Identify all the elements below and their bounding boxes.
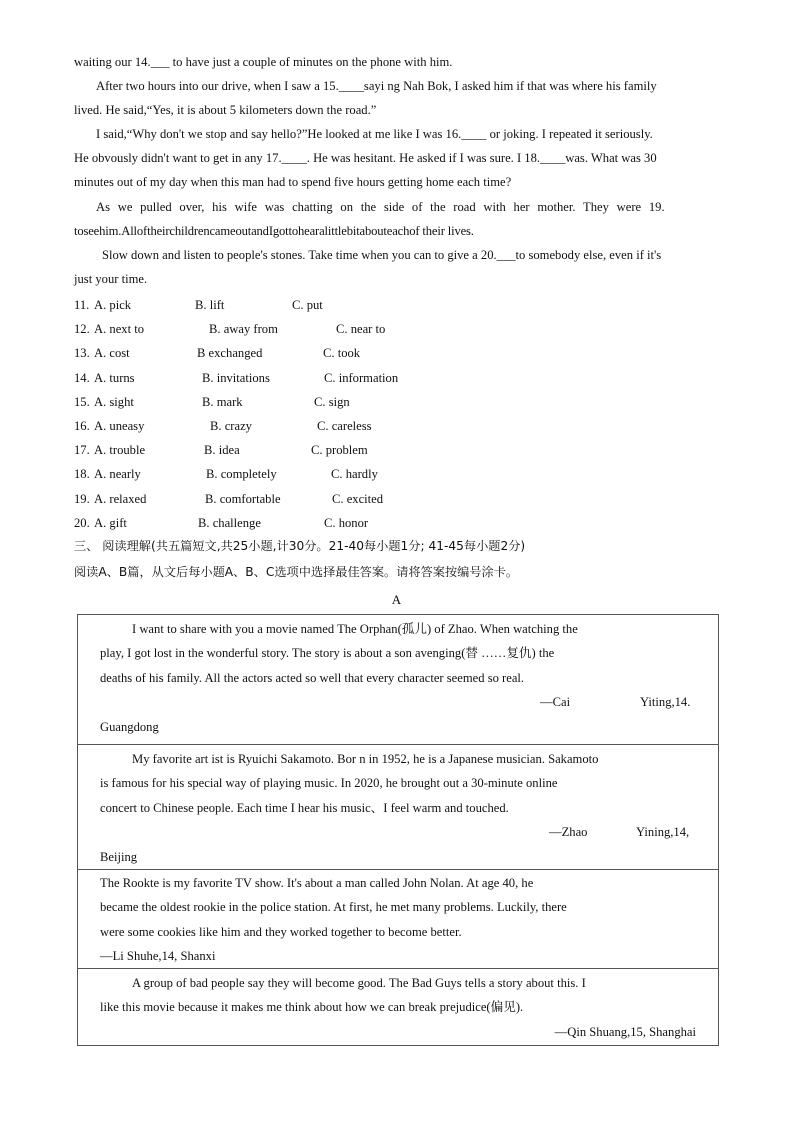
passage-line: Slow down and listen to people's stones. Take time when you can to give a 20.___to somebody else, even if it's [102,248,662,262]
entry-signature: —Qin Shuang,15, Shanghai [554,1024,696,1039]
entry-text: A group of bad people say they will become good. The Bad Guys tells a story about this. I [132,976,586,990]
entry-text: I want to share with you a movie named The Orphan(孤儿) of Zhao. When watching the [132,622,578,636]
entry-signature: —Li Shuhe,14, Shanxi [100,949,216,964]
option-b: B. mark [202,394,243,409]
option-a: A. sight [94,394,134,409]
entry-signature [78,690,718,714]
option-c: C. problem [311,443,368,458]
entry-text: play, I got lost in the wonderful story. The story is about a son avenging(替 ……复仇) the [100,646,555,661]
option-number: 13. [74,346,90,361]
option-a: A. uneasy [94,419,145,433]
passage-line: just your time. [74,272,148,286]
entry-cell [78,615,718,745]
passage-line: After two hours into our drive, when I saw a 15.____sayi ng Nah Bok, I asked him if that was where his family [96,79,657,93]
passage-line: lived. He said,“Yes, it is about 5 kilometers down the road.” [74,103,377,117]
option-number: 14. [74,370,90,385]
signature-detail: Yiting,14. [640,695,691,710]
passage-line: minutes out of my day when this man had to spend five hours getting home each time? [74,175,512,189]
passage-label: A [391,592,402,607]
entry-text: deaths of his family. All the actors acted so well that every character seemed so real. [100,670,525,685]
option-number: 15. [74,394,90,409]
option-a: A. relaxed [94,491,147,506]
option-c: C. near to [336,322,386,337]
passage-line: toseehim.AlloftheirchildrencameoutandIgottohearalittlebitabouteachof their lives. [74,224,474,238]
option-a: A. turns [94,370,135,385]
option-b: B. away from [209,322,278,337]
signature-detail: Yining,14, [636,825,690,840]
option-number: 18. [74,467,90,482]
entry-text: My favorite art ist is Ryuichi Sakamoto. Bor n in 1952, he is a Japanese musician. Sakamoto [132,752,599,766]
option-a: A. gift [94,515,127,530]
option-a: A. cost [94,346,130,361]
option-number: 19. [74,491,90,506]
option-b: B. completely [206,467,277,482]
signature-place: Beijing [100,849,138,864]
entry-text: concert to Chinese people. Each time I hear his music、I feel warm and touched. [100,800,509,815]
entry-signature [78,820,718,844]
passage-line: waiting our 14.___ to have just a couple of minutes on the phone with him. [74,55,453,69]
option-c: C. put [292,298,323,312]
signature-place: Guangdong [100,719,159,734]
option-c: C. hardly [331,467,378,482]
passage-line: I said,“Why don't we stop and say hello?”He looked at me like I was 16.____ or joking. I repeated it seriously. [96,127,653,141]
option-c: C. sign [314,394,350,409]
option-number: 12. [74,322,90,337]
option-b: B. challenge [198,515,261,530]
entry-cell [78,969,718,1045]
passage-line: As we pulled over, his wife was chatting on the side of the road with her mother. They were 19. [96,200,665,214]
option-c: C. careless [317,419,372,433]
option-a: A. trouble [94,443,146,458]
option-a: A. pick [94,298,132,312]
entry-text: became the oldest rookie in the police station. At first, he met many problems. Luckily, there [100,900,567,915]
option-a: A. nearly [94,467,141,482]
option-b: B. invitations [202,370,270,385]
entry-text: is famous for his special way of playing music. In 2020, he brought out a 30-minute online [100,776,558,791]
signature-name: —Cai [540,695,571,710]
option-a: A. next to [94,322,145,337]
entry-cell [78,745,718,870]
option-b: B. comfortable [205,491,281,506]
entry-text: The Rookte is my favorite TV show. It's about a man called John Nolan. At age 40, he [100,876,534,890]
option-c: C. information [324,370,399,385]
option-b: B. idea [204,443,240,458]
signature-name: —Zhao [549,825,588,840]
option-number: 11. [74,298,90,312]
option-number: 16. [74,419,90,433]
entry-text: like this movie because it makes me think about how we can break prejudice(偏见). [100,1000,524,1015]
option-c: C. honor [324,515,369,530]
entry-cell [78,870,718,969]
option-number: 20. [74,515,90,530]
option-number: 17. [74,443,90,458]
option-c: C. took [323,346,361,361]
section-title: 三、 阅读理解(共五篇短文,共25小题,计30分。21-40每小题1分; 41-45每小题2分) [74,539,526,553]
option-c: C. excited [332,491,384,506]
option-b: B exchanged [197,346,263,361]
option-b: B. lift [195,298,225,312]
entry-text: were some cookies like him and they worked together to become better. [100,924,462,939]
reading-table [77,614,719,1046]
option-b: B. crazy [210,419,252,433]
passage-line: He obvously didn't want to get in any 17.____. He was hesitant. He asked if I was sure. I 18.____was. What was 30 [74,151,657,165]
section-instruction: 阅读A、B篇，从文后每小题A、B、C选项中选择最佳答案。请将答案按编号涂卡。 [74,565,519,579]
